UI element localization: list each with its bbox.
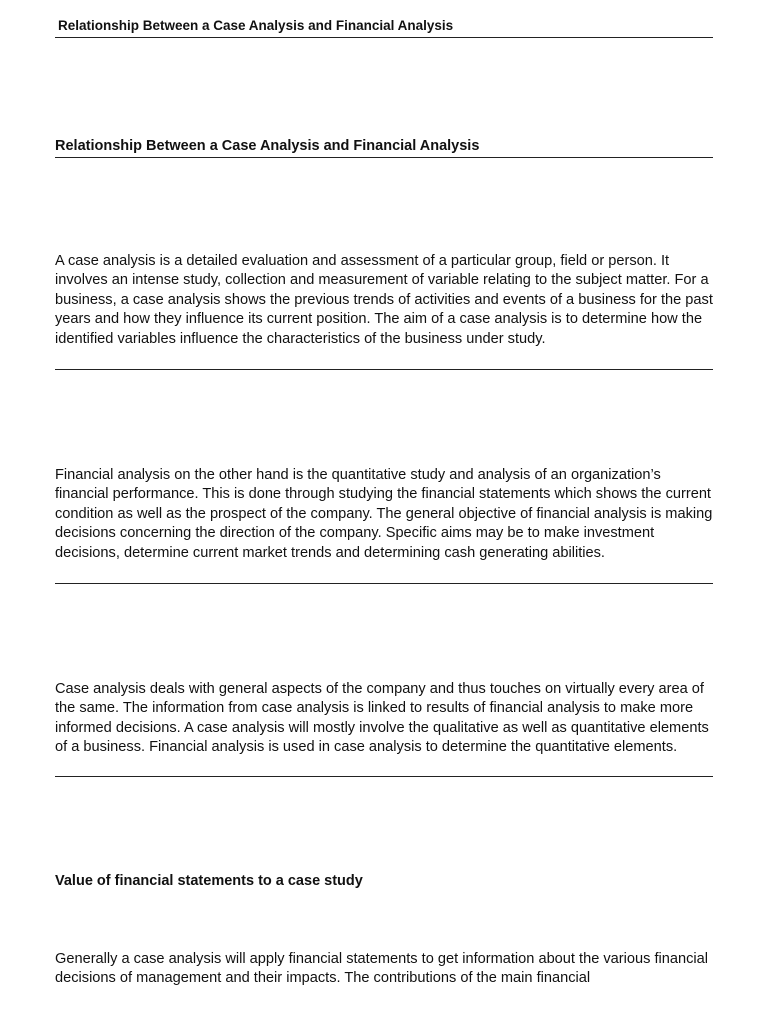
section-heading: Value of financial statements to a case study (55, 873, 363, 889)
paragraph-financial-analysis: Financial analysis on the other hand is the quantitative study and analysis of an organization’s financial performance. This is done through studying the financial statements which shows the current condition as well as the prospect of the company. The general objective of financial analysis is making decisions concerning the direction of the company. Specific aims may be to make investment decisions, determine current market trends and determining cash generating abilities. (55, 466, 713, 584)
paragraph-case-analysis: A case analysis is a detailed evaluation and assessment of a particular group, field or person. It involves an intense study, collection and measurement of variable relating to the subject matter. For a business, a case analysis shows the previous trends of activities and events of a business for the past years and how they influence its current position. The aim of a case analysis is to determine how the identified variables influence the characteristics of the business under study. (55, 252, 713, 370)
paragraph-relationship: Case analysis deals with general aspects of the company and thus touches on virtually every area of the same. The information from case analysis is linked to results of financial analysis to make more informed decisions. A case analysis will mostly involve the qualitative as well as quantitative elements of a business. Financial analysis is used in case analysis to determine the quantitative elements. (55, 680, 713, 777)
paragraph-financial-statements: Generally a case analysis will apply financial statements to get information about the various financial decisions of management and their impacts. The contributions of the main financial (55, 951, 709, 987)
running-header: Relationship Between a Case Analysis and Financial Analysis (55, 17, 713, 38)
document-title: Relationship Between a Case Analysis and Financial Analysis (55, 138, 713, 158)
